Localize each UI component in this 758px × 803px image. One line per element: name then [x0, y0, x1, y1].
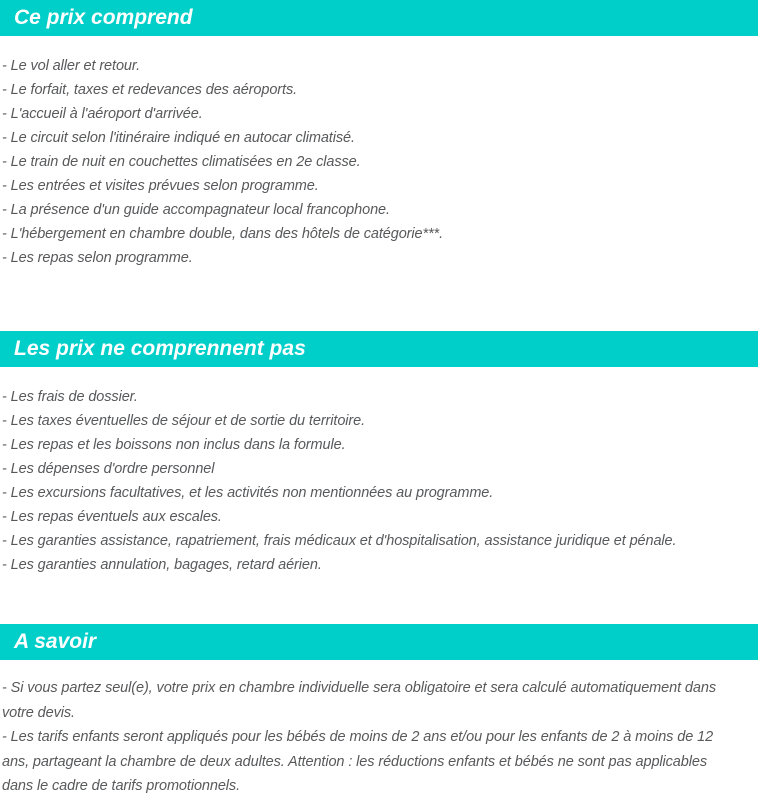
- list-item: - Les entrées et visites prévues selon programme.: [2, 178, 319, 194]
- list-item: - Les garanties assistance, rapatriement, frais médicaux et d'hospitalisation, assistance juridique et pénale.: [2, 533, 677, 549]
- list-item: - Les repas et les boissons non inclus dans la formule.: [2, 437, 346, 453]
- spacer: [0, 577, 758, 624]
- spacer: [0, 660, 758, 676]
- spacer: [0, 367, 758, 385]
- list-item: - Les repas éventuels aux escales.: [2, 509, 222, 525]
- section-header-ce-prix-comprend: [0, 0, 758, 36]
- spacer: [0, 270, 758, 331]
- list-item: - Les repas selon programme.: [2, 250, 193, 266]
- list-item: - Le circuit selon l'itinéraire indiqué en autocar climatisé.: [2, 130, 355, 146]
- section-title-a-savoir: A savoir: [14, 630, 97, 653]
- list-item: - Les frais de dossier.: [2, 389, 138, 405]
- list-item: - Les excursions facultatives, et les activités non mentionnées au programme.: [2, 485, 494, 501]
- section-body-a-savoir: [0, 676, 758, 799]
- list-item: - Les garanties annulation, bagages, retard aérien.: [2, 557, 322, 573]
- list-item: - Le vol aller et retour.: [2, 58, 140, 74]
- list-item: - Les taxes éventuelles de séjour et de sortie du territoire.: [2, 413, 366, 429]
- section-body-les-prix-ne-comprennent-pas: [0, 385, 758, 577]
- list-item: - L'accueil à l'aéroport d'arrivée.: [2, 106, 203, 122]
- paragraph: - Si vous partez seul(e), votre prix en chambre individuelle sera obligatoire et sera calculé automatiquement dans votre devis.: [2, 680, 716, 721]
- list-item: - Le forfait, taxes et redevances des aéroports.: [2, 82, 298, 98]
- section-title-ce-prix-comprend: Ce prix comprend: [14, 6, 193, 29]
- section-body-ce-prix-comprend: [0, 54, 758, 270]
- list-item: - La présence d'un guide accompagnateur local francophone.: [2, 202, 390, 218]
- list-item: - Les dépenses d'ordre personnel: [2, 461, 215, 477]
- spacer: [0, 36, 758, 54]
- list-item: - Le train de nuit en couchettes climatisées en 2e classe.: [2, 154, 361, 170]
- section-ce-prix-comprend: [0, 0, 758, 270]
- section-header-les-prix-ne-comprennent-pas: [0, 331, 758, 367]
- section-header-a-savoir: [0, 624, 758, 660]
- list-item: - L'hébergement en chambre double, dans des hôtels de catégorie***.: [2, 226, 444, 242]
- section-title-les-prix-ne-comprennent-pas: Les prix ne comprennent pas: [14, 337, 306, 360]
- paragraph: - Les tarifs enfants seront appliqués pour les bébés de moins de 2 ans et/ou pour les enfants de 2 à moins de 12 ans, partageant la chambre de deux adultes. Attention : les réductions enfants et bébés ne sont pas applicables dans le cadre de tarifs promotionnels.: [2, 729, 714, 794]
- section-a-savoir: [0, 624, 758, 799]
- section-les-prix-ne-comprennent-pas: [0, 331, 758, 577]
